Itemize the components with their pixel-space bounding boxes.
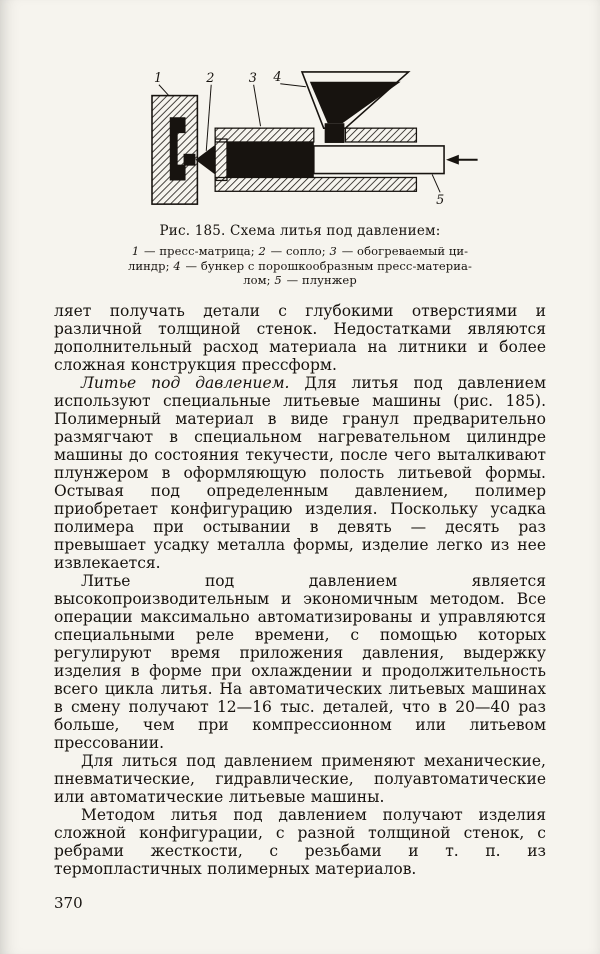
nozzle <box>195 145 215 175</box>
part-label-5: 5 <box>436 193 445 209</box>
paragraph-5 <box>54 806 546 878</box>
injection-molding-diagram <box>0 66 600 214</box>
part-label-1: 1 <box>153 70 163 86</box>
figure-caption-block <box>0 222 600 288</box>
body-text <box>54 302 546 878</box>
paragraph-4-text: Для литься под давлением применяют механические, пневматические, гидравлические, полуавтоматические или автоматические литьевые машины. <box>54 751 546 806</box>
paragraph-1 <box>54 302 546 374</box>
molten-material <box>227 142 314 178</box>
figure-185 <box>0 0 600 288</box>
paragraph-2-text: Для литья под давлением используют специальные литьевые машины (рис. 185). Полимерный материал в виде гранул предварительно размягчают в специальном нагревательном цилиндре машины до состояния текучести, после чего выталкивают плунжером в оформляющую полость литьевой формы. Остывая под определенным давлением, полимер приобретает конфигурацию изделия. Поскольку усадка полимера при остывании в девять — десять раз превышает усадку металла формы, изделие легко из нее извлекается. <box>54 373 546 572</box>
part-label-2: 2 <box>206 70 215 86</box>
press-matrix <box>152 96 197 205</box>
part-label-3: 3 <box>248 70 257 86</box>
figure-caption: Рис. 185. Схема литья под давлением: <box>159 223 441 239</box>
figure-legend: 1 — пресс-матрица; 2 — сопло; 3 — обогреваемый ци- линдр; 4 — бункер с порошкообразным пресс-материа- лом; 5 — плунжер <box>128 244 472 287</box>
paragraph-3 <box>54 572 546 752</box>
page-number: 370 <box>54 893 83 912</box>
part-label-4: 4 <box>273 69 282 85</box>
paragraph-4 <box>54 752 546 806</box>
direction-arrow-icon <box>446 155 478 165</box>
paragraph-2-lead: Литье под давлением. <box>81 373 290 392</box>
paragraph-3-text: Литье под давлением является высокопроизводительным и экономичным методом. Все операции максимально автоматизированы и управляются специальными реле времени, с помощью которых регулируют время приложения давления, выдержку изделия в форме при охлаждении и продолжительность всего цикла литья. На автоматических литьевых машинах в смену получают 12—16 тыс. деталей, что в 20—40 раз больше, чем при компрессионном или литьевом прессовании. <box>54 571 546 752</box>
plunger <box>314 146 444 174</box>
paragraph-2 <box>54 374 546 572</box>
diagram-svg <box>111 66 489 214</box>
paragraph-1-text: ляет получать детали с глубокими отверстиями и различной толщиной стенок. Недостатками являются дополнительный расход материала на литники и более сложная конструкция прессформ. <box>54 301 546 374</box>
paragraph-5-text: Методом литья под давлением получают изделия сложной конфигурации, с разной толщиной стенок, с ребрами жесткости, с резьбами и т. п. из термопластичных полимерных материалов. <box>54 805 546 878</box>
